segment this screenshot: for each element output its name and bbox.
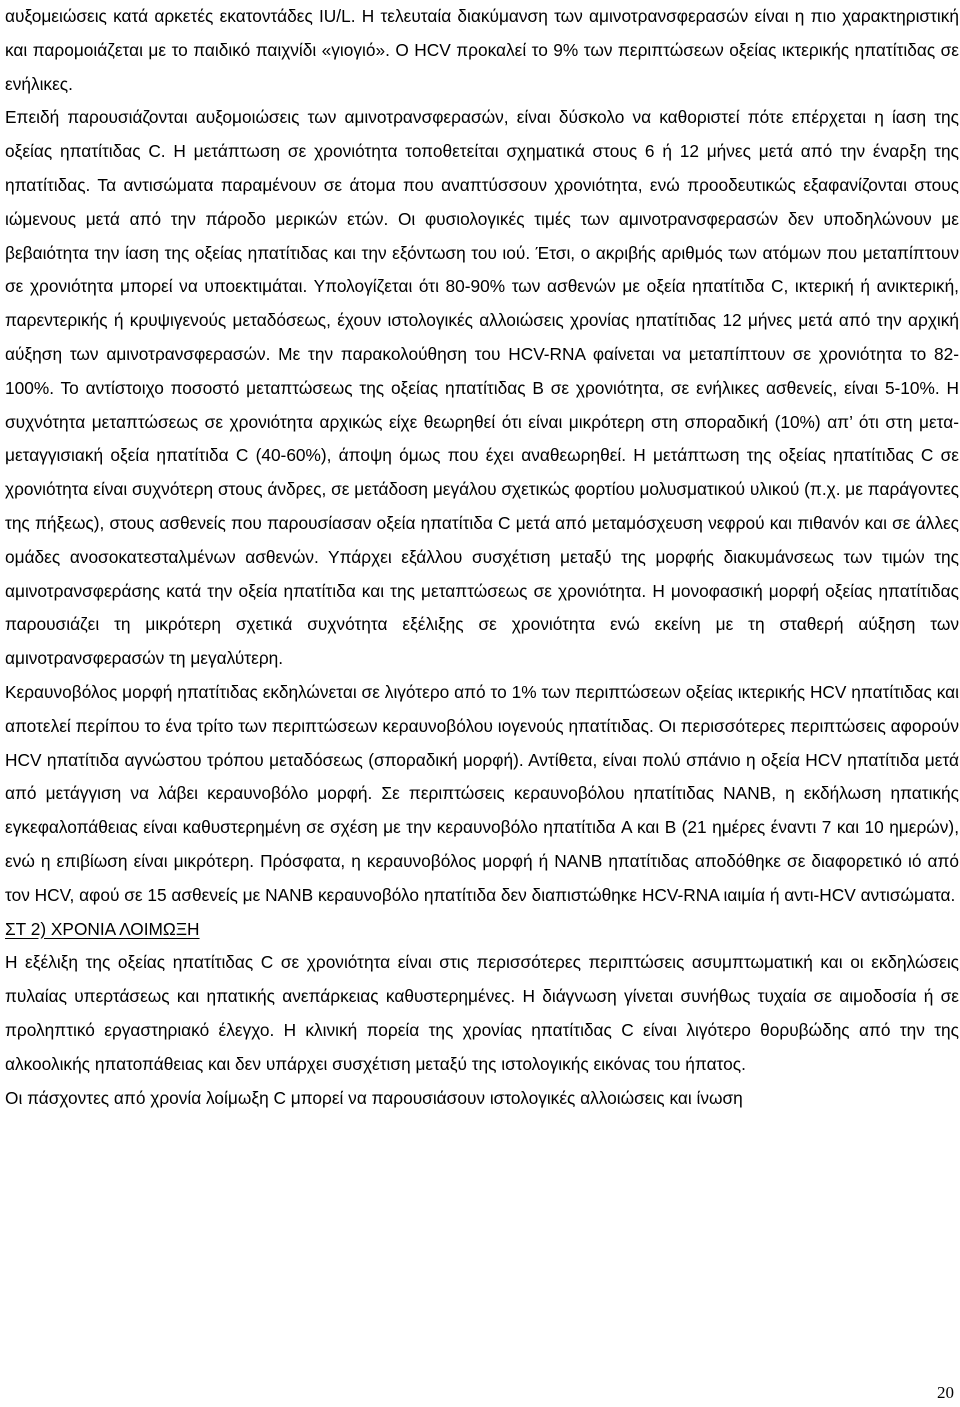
section-heading-chronic-infection: ΣΤ 2) ΧΡΟΝΙΑ ΛΟΙΜΩΞΗ — [5, 918, 200, 939]
paragraph-fulminant-hepatitis: Κεραυνοβόλος μορφή ηπατίτιδας εκδηλώνεται σε λιγότερο από το 1% των περιπτώσεων οξείας ικτερικής HCV ηπατίτιδας και αποτελεί περίπου το ένα τρίτο των περιπτώσεων κεραυνοβόλου ιογενούς ηπατίτιδας. Οι περισσότερες περιπτώσεις αφορούν HCV ηπατίτιδα αγνώστου τρόπου μεταδόσεως (σποραδική μορφή). Αντίθετα, είναι πολύ σπάνιο η οξεία HCV ηπατίτιδα μετά από μετάγγιση να λάβει κεραυνοβόλο μορφή. Σε περιπτώσεις κεραυνοβόλου ηπατίτιδας NANB, η εκδήλωση ηπατικής εγκεφαλοπάθειας είναι καθυστερημένη σε σχέση με την κεραυνοβόλο ηπατίτιδα A και B (21 ημέρες έναντι 7 και 10 ημερών), ενώ η επιβίωση είναι μικρότερη. Πρόσφατα, η κεραυνοβόλος μορφή ή NANB ηπατίτιδας αποδόθηκε σε διαφορετικό ιό από τον HCV, αφού σε 15 ασθενείς με NANB κεραυνοβόλο ηπατίτιδα δεν διαπιστώθηκε HCV-RNA ιαιμία ή αντι-HCV αντισώματα. — [5, 681, 959, 905]
document-body — [5, 0, 959, 1115]
page-number: 20 — [937, 1383, 954, 1402]
paragraph-acute-fluctuations: αυξομειώσεις κατά αρκετές εκατοντάδες IU/L. Η τελευταία διακύμανση των αμινοτρανσφερασών είναι η πιο χαρακτηριστική και παρομοιάζεται με το παιδικό παιχνίδι «γιογιό». Ο HCV προκαλεί το 9% των περιπτώσεων οξείας ικτερικής ηπατίτιδας σε ενήλικες. — [5, 6, 959, 94]
paragraph-chronicity-transition: Επειδή παρουσιάζονται αυξομοιώσεις των αμινοτρανσφερασών, είναι δύσκολο να καθοριστεί πότε επέρχεται η ίαση της οξείας ηπατίτιδας C. Η μετάπτωση σε χρονιότητα τοποθετείται σχηματικά στους 6 ή 12 μήνες μετά από την έναρξη της ηπατίτιδας. Τα αντισώματα παραμένουν σε άτομα που αναπτύσσουν χρονιότητα, ενώ προοδευτικώς εξαφανίζονται στους ιώμενους μετά από την πάροδο μερικών ετών. Οι φυσιολογικές τιμές των αμινοτρανσφερασών δεν υποδηλώνουν με βεβαιότητα την ίαση της οξείας ηπατίτιδας και την εξόντωση του ιού. Έτσι, ο ακριβής αριθμός των ατόμων που μεταπίπτουν σε χρονιότητα μπορεί να υποεκτιμάται. Υπολογίζεται ότι 80-90% των ασθενών με οξεία ηπατίτιδα C, ικτερική ή ανικτερική, παρεντερικής ή κρυψιγενούς μεταδόσεως, έχουν ιστολογικές αλλοιώσεις χρονίας ηπατίτιδας 12 μήνες μετά από την αρχική αύξηση των αμινοτρανσφερασών. Με την παρακολούθηση του HCV-RNA φαίνεται να μεταπίπτουν σε χρονιότητα το 82-100%. Το αντίστοιχο ποσοστό μεταπτώσεως της οξείας ηπατίτιδας Β σε χρονιότητα, σε ενήλικες ασθενείς, είναι 5-10%. Η συχνότητα μεταπτώσεως σε χρονιότητα αρχικώς είχε θεωρηθεί ότι είναι μικρότερη στη σποραδική (10%) απ’ ότι στη μετα-μεταγγισιακή οξεία ηπατίτιδα C (40-60%), άποψη όμως που έχει αναθεωρηθεί. Η μετάπτωση της οξείας ηπατίτιδας C σε χρονιότητα είναι συχνότερη στους άνδρες, σε μετάδοση μεγάλου σχετικώς φορτίου μολυσματικού υλικού (π.χ. με παράγοντες της πήξεως), στους ασθενείς που παρουσίασαν οξεία ηπατίτιδα C μετά από μεταμόσχευση νεφρού και πιθανόν και σε άλλες ομάδες ανοσοκατεσταλμένων ασθενών. Υπάρχει εξάλλου συσχέτιση μεταξύ της μορφής διακυμάνσεως των τιμών της αμινοτρανσφεράσης κατά την οξεία ηπατίτιδα και της μεταπτώσεως σε χρονιότητα. Η μονοφασική μορφή οξείας ηπατίτιδας παρουσιάζει τη μικρότερη σχετικά συχνότητα εξέλιξης σε χρονιότητα ενώ εκείνη με τη σταθερή αύξηση των αμινοτρανσφερασών τη μεγαλύτερη. — [5, 107, 960, 669]
paragraph-chronic-course: Η εξέλιξη της οξείας ηπατίτιδας C σε χρονιότητα είναι στις περισσότερες περιπτώσεις ασυμπτωματική και οι εκδηλώσεις πυλαίας υπερτάσεως και ηπατικής ανεπάρκειας καθυστερημένες. Η διάγνωση γίνεται συνήθως τυχαία σε αιμοδοσία ή σε προληπτικό εργαστηριακό έλεγχο. Η κλινική πορεία της χρονίας ηπατίτιδας C είναι λιγότερο θορυβώδης από την της αλκοολικής ηπατοπάθειας και δεν υπάρχει συσχέτιση μεταξύ της ιστολογικής εικόνας του ήπατος. — [5, 952, 959, 1074]
paragraph-chronic-histology: Οι πάσχοντες από χρονία λοίμωξη C μπορεί να παρουσιάσουν ιστολογικές αλλοιώσεις και ίνωση — [5, 1087, 743, 1108]
